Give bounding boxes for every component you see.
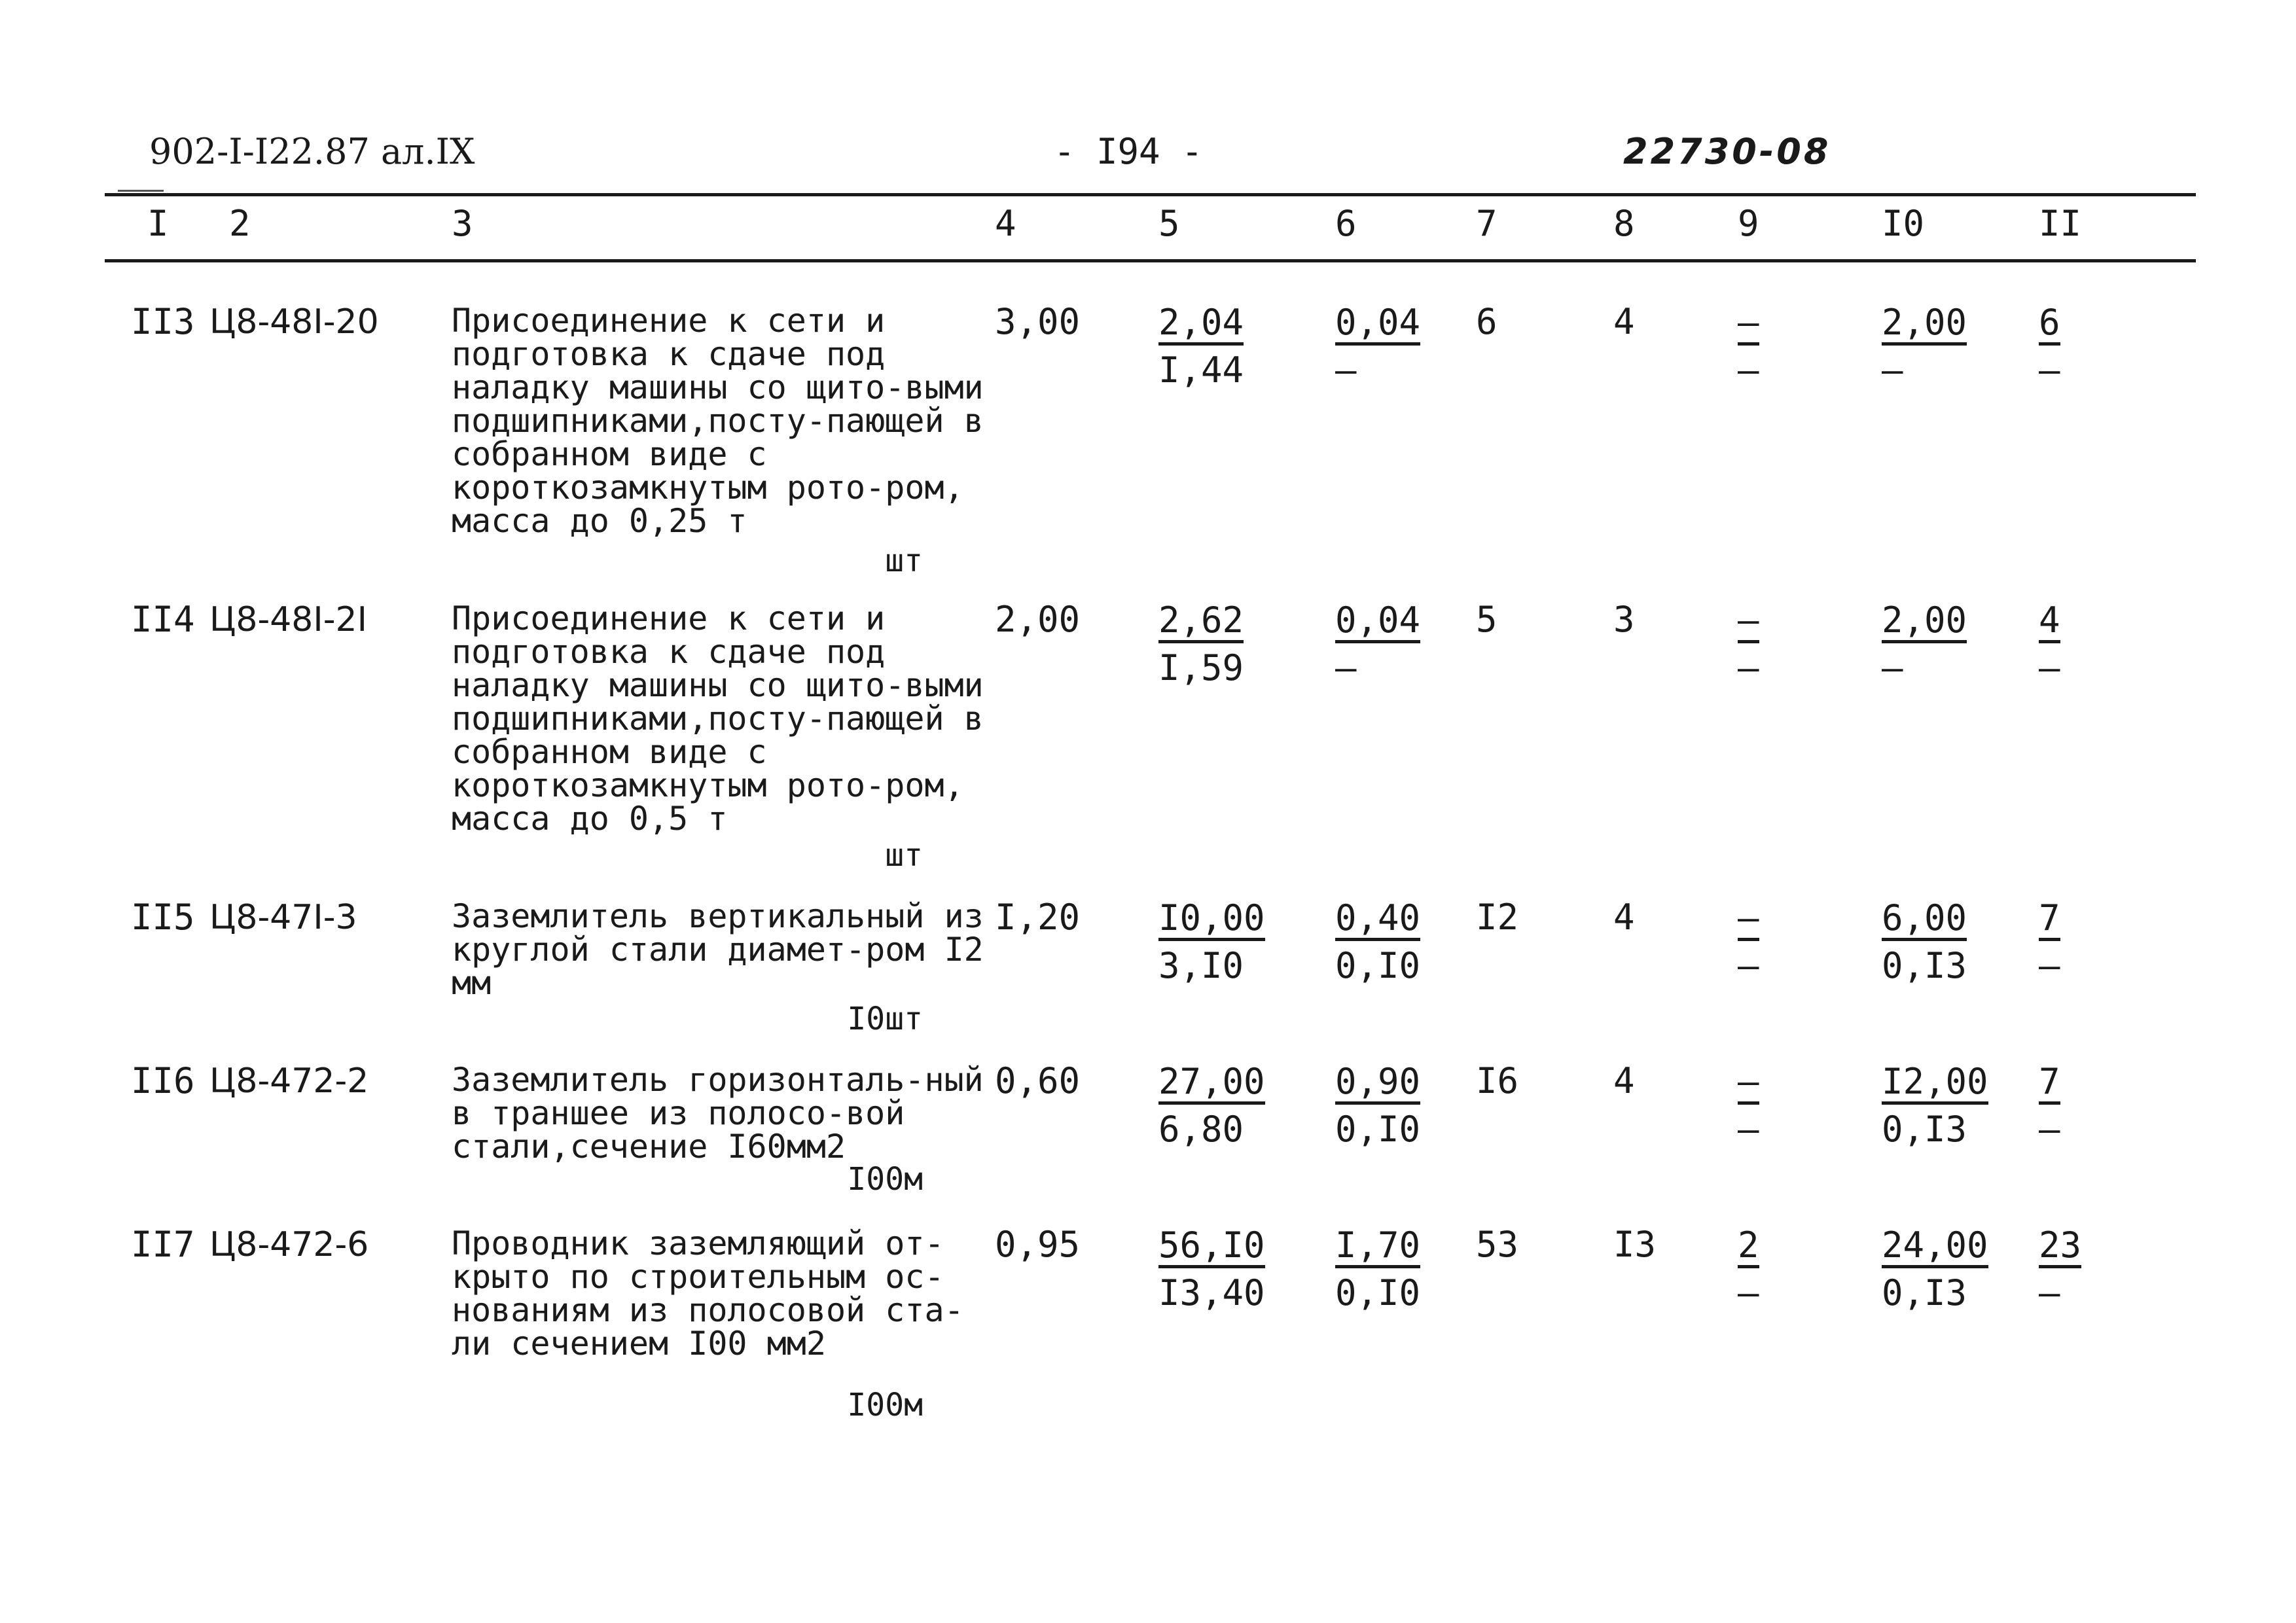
row-col10: $\frac{24,00}{0,I3}$ <box>1882 1224 1988 1313</box>
col-header-4: 4 <box>995 203 1016 244</box>
row-code: Ц8-472-2 <box>209 1061 369 1101</box>
row-col8: 4 <box>1613 301 1635 342</box>
row-code: Ц8-48I-2I <box>209 600 367 639</box>
row-col9: – – <box>1738 1061 1759 1150</box>
row-col6: $\frac{I,70}{0,I0}$ <box>1335 1224 1421 1313</box>
row-col8: 4 <box>1613 897 1635 938</box>
col-header-3: 3 <box>452 203 473 244</box>
row-col11: 23 – <box>2039 1224 2082 1313</box>
row-col11: 4 – <box>2039 599 2060 688</box>
col-header-9: 9 <box>1738 203 1759 244</box>
row-unit: I0шт <box>847 1001 923 1037</box>
row-col4: 3,00 <box>995 301 1081 342</box>
row-col7: 5 <box>1476 599 1498 640</box>
row-number: II4 <box>131 599 195 640</box>
col-header-7: 7 <box>1476 203 1498 244</box>
row-col6: 0,04 – <box>1335 302 1421 391</box>
row-col10: 2,00 – <box>1882 599 1967 688</box>
row-number: II7 <box>131 1224 195 1265</box>
row-col4: I,20 <box>995 897 1081 938</box>
row-unit: шт <box>885 543 923 579</box>
row-description: Проводник заземляющий от-крыто по строительным ос-нованиям из полосовой ста-ли сечением I00 мм2 <box>452 1224 964 1363</box>
row-code: Ц8-472-6 <box>209 1225 369 1264</box>
row-col8: 3 <box>1613 599 1635 640</box>
row-col7: I2 <box>1476 897 1519 938</box>
header-rule-bottom <box>105 259 2196 262</box>
row-unit: I00м <box>847 1387 923 1423</box>
row-col8: I3 <box>1613 1224 1657 1265</box>
doc-code: 902-I-I22.87 ал.IX <box>149 131 475 172</box>
row-col11: 7 – <box>2039 1061 2060 1150</box>
row-col5: $\frac{2,04}{I,44}$ <box>1158 302 1244 391</box>
row-description: Заземлитель горизонталь-ный в траншее из полосо-вой стали,сечение I60мм2 <box>452 1061 984 1166</box>
row-number: II3 <box>131 301 195 342</box>
row-col9: – – <box>1738 897 1759 986</box>
header-rule-top <box>105 193 2196 196</box>
row-col4: 2,00 <box>995 599 1081 640</box>
row-col9: 2 – <box>1738 1224 1759 1313</box>
row-col10: $\frac{6,00}{0,I3}$ <box>1882 897 1967 986</box>
col-header-11: II <box>2039 203 2082 244</box>
short-rule <box>118 190 164 192</box>
col-header-2: 2 <box>229 203 251 244</box>
inventory-number: 22730-08 <box>1623 131 1831 172</box>
row-col7: I6 <box>1476 1060 1519 1101</box>
row-col7: 53 <box>1476 1224 1519 1265</box>
row-unit: шт <box>885 837 923 874</box>
row-description: Присоединение к сети и подготовка к сдаче под наладку машины со щито-выми подшипниками,посту-пающей в собранном виде с короткозамкнутым рото-ром, масса до 0,5 т <box>452 599 984 838</box>
row-col4: 0,95 <box>995 1224 1081 1265</box>
row-col11: 7 – <box>2039 897 2060 986</box>
col-header-10: I0 <box>1882 203 1925 244</box>
row-number: II6 <box>131 1060 195 1101</box>
row-col6: 0,04 – <box>1335 599 1421 688</box>
row-col9: – – <box>1738 599 1759 688</box>
col-header-1: I <box>147 203 169 244</box>
row-col9: – – <box>1738 302 1759 391</box>
page-number: - I94 - <box>1054 131 1203 172</box>
row-col10: $\frac{I2,00}{0,I3}$ <box>1882 1061 1988 1150</box>
row-col10: 2,00 – <box>1882 302 1967 391</box>
row-col5: $\frac{2,62}{I,59}$ <box>1158 599 1244 688</box>
row-code: Ц8-48I-20 <box>209 302 379 342</box>
row-col6: $\frac{0,40}{0,I0}$ <box>1335 897 1421 986</box>
row-col6: $\frac{0,90}{0,I0}$ <box>1335 1061 1421 1150</box>
row-col7: 6 <box>1476 301 1498 342</box>
row-col5: $\frac{56,I0}{I3,40}$ <box>1158 1224 1265 1313</box>
row-number: II5 <box>131 897 195 938</box>
row-col11: 6 – <box>2039 302 2060 391</box>
col-header-5: 5 <box>1158 203 1180 244</box>
row-col4: 0,60 <box>995 1060 1081 1101</box>
col-header-6: 6 <box>1335 203 1357 244</box>
col-header-8: 8 <box>1613 203 1635 244</box>
row-description: Присоединение к сети и подготовка к сдаче под наладку машины со щито-выми подшипниками,посту-пающей в собранном виде с короткозамкнутым рото-ром, масса до 0,25 т <box>452 302 984 540</box>
row-code: Ц8-47I-3 <box>209 898 357 937</box>
row-col5: $\frac{27,00}{6,80}$ <box>1158 1061 1265 1150</box>
row-col5: $\frac{I0,00}{3,I0}$ <box>1158 897 1265 986</box>
row-description: Заземлитель вертикальный из круглой стали диамет-ром I2 мм <box>452 897 984 1002</box>
row-col8: 4 <box>1613 1060 1635 1101</box>
row-unit: I00м <box>847 1161 923 1198</box>
